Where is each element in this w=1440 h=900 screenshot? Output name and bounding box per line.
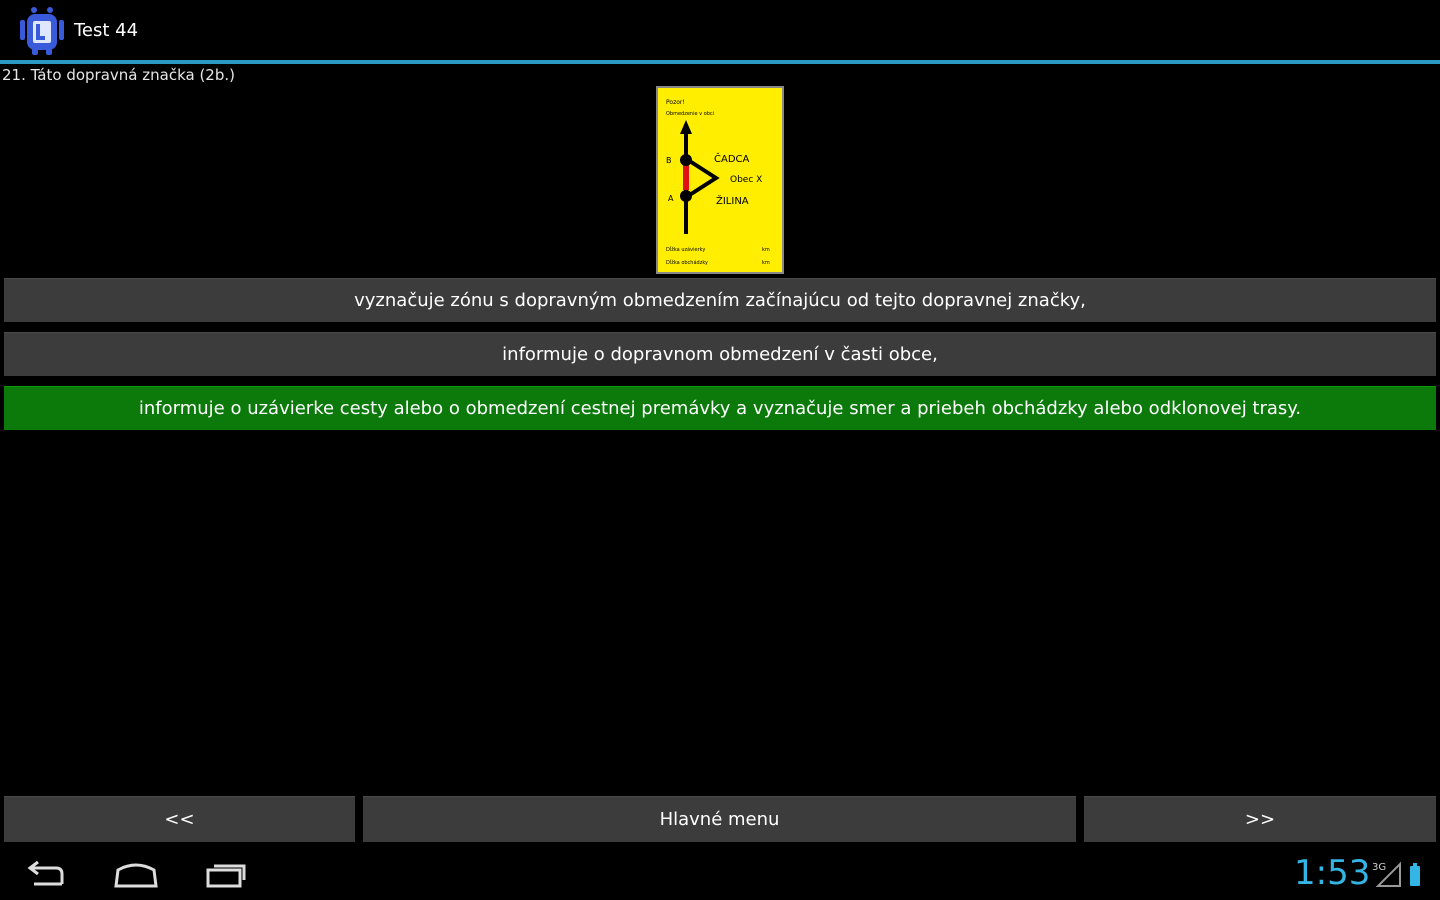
- sign-header-1: Pozor!: [666, 99, 685, 106]
- answer-option-1[interactable]: vyznačuje zónu s dopravným obmedzením začínajúcu od tejto dopravnej značky,: [4, 278, 1436, 322]
- sign-label-b: B: [666, 156, 672, 165]
- action-bar: [0, 0, 1440, 60]
- next-button[interactable]: >>: [1084, 796, 1436, 842]
- back-icon[interactable]: [24, 860, 68, 890]
- action-bar-divider: [0, 60, 1440, 64]
- question-text: 21. Táto dopravná značka (2b.): [2, 66, 235, 84]
- sign-label-a: A: [668, 194, 674, 203]
- sign-footer-val-1: km: [762, 247, 770, 253]
- answer-option-3-correct[interactable]: informuje o uzávierke cesty alebo o obmedzení cestnej premávky a vyznačuje smer a priebeh obchádzky alebo odklonovej trasy.: [4, 386, 1436, 430]
- status-clock: 1:53: [1294, 853, 1371, 893]
- signal-icon: [1370, 858, 1430, 890]
- previous-button[interactable]: <<: [4, 796, 355, 842]
- sign-place-top: ČADCA: [714, 154, 750, 165]
- sign-footer-2: Dĺžka obchádzky: [666, 260, 709, 266]
- recent-apps-icon[interactable]: [204, 860, 250, 890]
- sign-header-2: Obmedzenie v obci: [666, 111, 715, 117]
- sign-place-mid: Obec X: [730, 175, 763, 185]
- app-logo-icon[interactable]: [18, 6, 66, 56]
- battery-icon: [1410, 866, 1420, 886]
- sign-footer-1: Dĺžka uzávierky: [666, 247, 706, 253]
- traffic-sign-image: [656, 86, 784, 274]
- app-title: Test 44: [74, 20, 139, 41]
- sign-place-bottom: ŽILINA: [716, 196, 749, 207]
- sign-footer-val-2: km: [762, 260, 770, 266]
- answer-option-2[interactable]: informuje o dopravnom obmedzení v časti obce,: [4, 332, 1436, 376]
- home-icon[interactable]: [112, 860, 160, 890]
- main-menu-button[interactable]: Hlavné menu: [363, 796, 1076, 842]
- network-type: 3G: [1372, 862, 1387, 873]
